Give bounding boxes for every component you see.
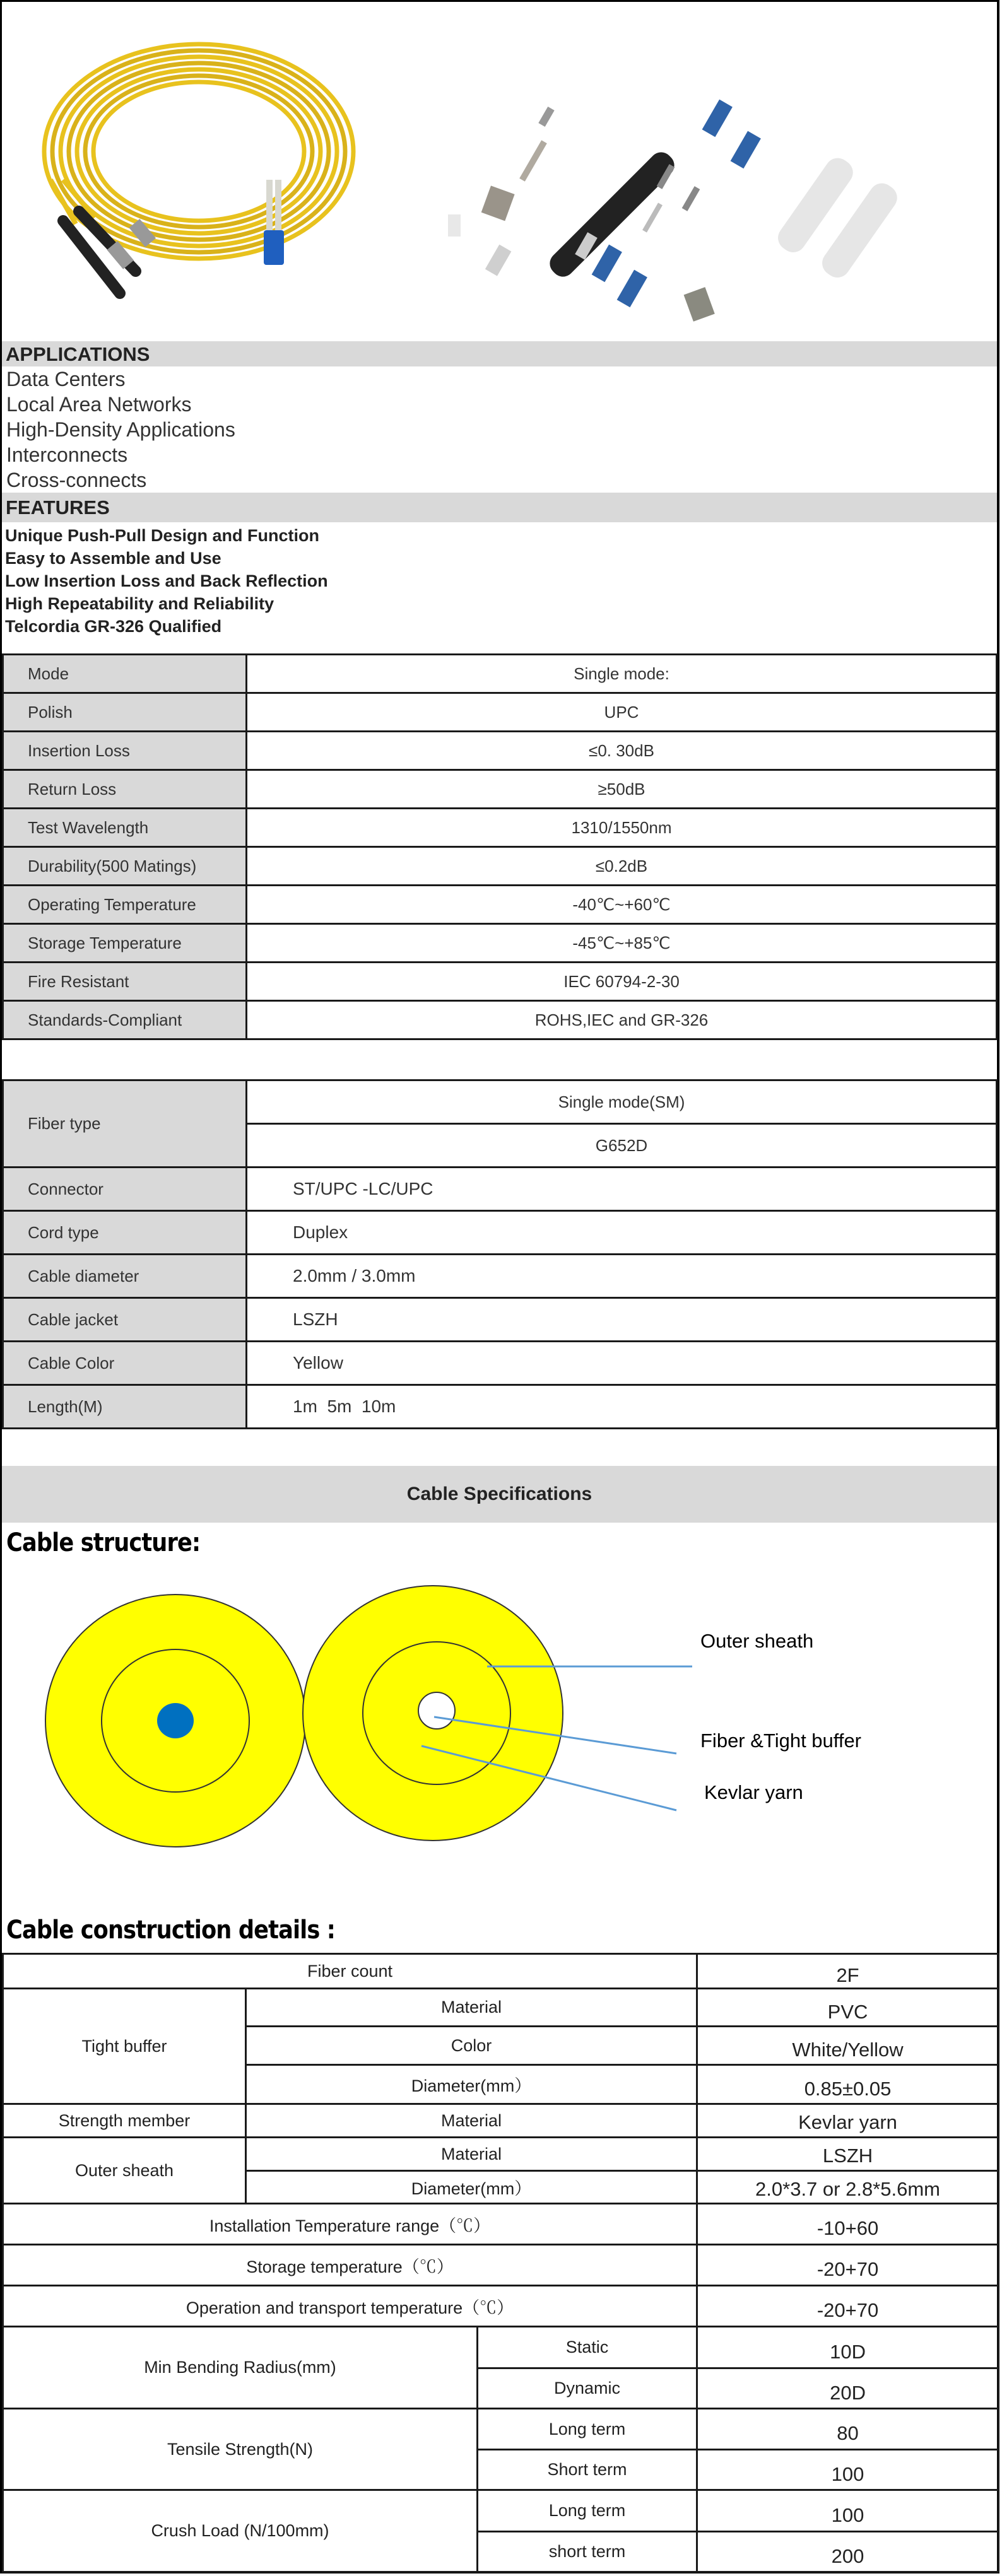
spec-label: Standards-Compliant xyxy=(3,1001,247,1039)
detail-label: Installation Temperature range（℃） xyxy=(3,2204,697,2245)
spec-value: 1310/1550nm xyxy=(247,809,997,847)
performance-spec-table xyxy=(2,653,998,1040)
table-row xyxy=(3,1298,997,1342)
spec-value: IEC 60794-2-30 xyxy=(247,963,997,1001)
detail-label: Fiber count xyxy=(3,1954,697,1989)
fiber-tight-buffer-label: Fiber &Tight buffer xyxy=(700,1730,862,1752)
application-item: Local Area Networks xyxy=(6,393,192,416)
detail-value: 100 xyxy=(697,2450,999,2490)
table-row xyxy=(3,1385,997,1429)
detail-value: 2.0*3.7 or 2.8*5.6mm xyxy=(697,2171,999,2204)
spec-label: Mode xyxy=(3,655,247,693)
detail-sublabel: Material xyxy=(246,2104,697,2138)
spec-label: Cable diameter xyxy=(3,1255,247,1298)
table-row xyxy=(3,2245,999,2286)
detail-label: Strength member xyxy=(3,2104,246,2138)
spec-value: Single mode(SM) xyxy=(247,1080,997,1124)
detail-label: Tensile Strength(N) xyxy=(3,2409,478,2490)
table-row xyxy=(3,770,997,809)
detail-label: Operation and transport temperature（℃） xyxy=(3,2286,697,2327)
detail-sublabel: Long term xyxy=(478,2409,697,2450)
detail-sublabel: Dynamic xyxy=(478,2368,697,2409)
detail-label: Outer sheath xyxy=(3,2138,246,2204)
cord-spec-table xyxy=(2,1079,998,1429)
spec-value: LSZH xyxy=(247,1298,997,1342)
detail-value: White/Yellow xyxy=(697,2027,999,2065)
detail-value: 200 xyxy=(697,2532,999,2572)
application-item: High-Density Applications xyxy=(6,418,235,441)
table-row xyxy=(3,2104,999,2138)
application-item: Data Centers xyxy=(6,368,126,390)
detail-value: 0.85±0.05 xyxy=(697,2065,999,2104)
detail-sublabel: Material xyxy=(246,1989,697,2027)
detail-value: -20+70 xyxy=(697,2286,999,2327)
spec-value: UPC xyxy=(247,693,997,732)
table-row xyxy=(3,2204,999,2245)
kevlar-yarn-label: Kevlar yarn xyxy=(704,1781,803,1803)
cable-specs-title: Cable Specifications xyxy=(406,1484,592,1504)
detail-value: 80 xyxy=(697,2409,999,2450)
detail-sublabel: Diameter(mm） xyxy=(246,2065,697,2104)
table-row xyxy=(3,1211,997,1255)
table-row xyxy=(3,847,997,886)
detail-label: Crush Load (N/100mm) xyxy=(3,2490,478,2572)
spec-value: ≥50dB xyxy=(247,770,997,809)
cable-structure-title: Cable structure: xyxy=(6,1528,201,1557)
table-row xyxy=(3,655,997,693)
table-row xyxy=(3,2490,999,2532)
patch-cord-photo xyxy=(25,28,366,300)
spec-label: Storage Temperature xyxy=(3,924,247,963)
spec-value: G652D xyxy=(247,1124,997,1168)
spec-value: Duplex xyxy=(247,1211,997,1255)
fiber-core xyxy=(157,1703,194,1738)
cable-structure-diagram xyxy=(0,1571,883,1861)
spec-value: 1m 5m 10m xyxy=(247,1385,997,1429)
spec-label: Insertion Loss xyxy=(3,732,247,770)
spec-label: Length(M) xyxy=(3,1385,247,1429)
table-row xyxy=(3,2138,999,2171)
spec-label: Operating Temperature xyxy=(3,886,247,924)
spec-label: Cord type xyxy=(3,1211,247,1255)
feature-item: Telcordia GR-326 Qualified xyxy=(5,617,222,636)
detail-label: Storage temperature（℃） xyxy=(3,2245,697,2286)
table-row xyxy=(3,2327,999,2368)
detail-label: Min Bending Radius(mm) xyxy=(3,2327,478,2409)
detail-sublabel: Color xyxy=(246,2027,697,2065)
spec-value: Yellow xyxy=(247,1342,997,1385)
detail-sublabel: short term xyxy=(478,2532,697,2572)
detail-value: Kevlar yarn xyxy=(697,2104,999,2138)
detail-value: 20D xyxy=(697,2368,999,2409)
applications-title: APPLICATIONS xyxy=(6,343,150,365)
detail-value: -10+60 xyxy=(697,2204,999,2245)
table-row xyxy=(3,1168,997,1211)
application-item: Cross-connects xyxy=(6,469,147,491)
table-row xyxy=(3,1989,999,2027)
tight-buffer-hole xyxy=(418,1692,455,1729)
table-row xyxy=(3,1342,997,1385)
feature-item: Low Insertion Loss and Back Reflection xyxy=(5,571,328,590)
applications-header xyxy=(2,341,997,366)
feature-item: Easy to Assemble and Use xyxy=(5,549,221,568)
detail-sublabel: Diameter(mm） xyxy=(246,2171,697,2204)
detail-label: Tight buffer xyxy=(3,1989,246,2104)
table-row xyxy=(3,2286,999,2327)
spec-label: Test Wavelength xyxy=(3,809,247,847)
spec-value: -40℃~+60℃ xyxy=(247,886,997,924)
spec-label: Fire Resistant xyxy=(3,963,247,1001)
outer-sheath-label: Outer sheath xyxy=(700,1630,814,1652)
detail-sublabel: Short term xyxy=(478,2450,697,2490)
features-title: FEATURES xyxy=(6,496,110,518)
spec-value: -45℃~+85℃ xyxy=(247,924,997,963)
spec-label: Durability(500 Matings) xyxy=(3,847,247,886)
spec-value: 2.0mm / 3.0mm xyxy=(247,1255,997,1298)
spec-label: Polish xyxy=(3,693,247,732)
spec-label: Fiber type xyxy=(3,1080,247,1168)
spec-label: Connector xyxy=(3,1168,247,1211)
detail-sublabel: Material xyxy=(246,2138,697,2171)
detail-sublabel: Long term xyxy=(478,2490,697,2532)
feature-item: Unique Push-Pull Design and Function xyxy=(5,526,319,545)
spec-label: Return Loss xyxy=(3,770,247,809)
table-row xyxy=(3,809,997,847)
table-row xyxy=(3,732,997,770)
connector-parts-photo xyxy=(435,44,991,322)
table-row xyxy=(3,1954,999,1989)
construction-details-table xyxy=(2,1953,999,2573)
construction-details-title: Cable construction details : xyxy=(6,1916,335,1945)
spec-value: Single mode: xyxy=(247,655,997,693)
features-header xyxy=(2,493,997,522)
application-item: Interconnects xyxy=(6,443,128,466)
detail-value: -20+70 xyxy=(697,2245,999,2286)
table-row xyxy=(3,693,997,732)
table-row xyxy=(3,924,997,963)
table-row xyxy=(3,2409,999,2450)
table-row xyxy=(3,1080,997,1124)
spec-value: ROHS,IEC and GR-326 xyxy=(247,1001,997,1039)
table-row xyxy=(3,1001,997,1039)
cable-specs-header xyxy=(2,1466,997,1523)
table-row xyxy=(3,963,997,1001)
detail-value: 100 xyxy=(697,2490,999,2532)
spec-value: ≤0. 30dB xyxy=(247,732,997,770)
table-row xyxy=(3,886,997,924)
feature-item: High Repeatability and Reliability xyxy=(5,594,274,613)
detail-value: LSZH xyxy=(697,2138,999,2171)
spec-label: Cable jacket xyxy=(3,1298,247,1342)
detail-sublabel: Static xyxy=(478,2327,697,2368)
table-row xyxy=(3,1255,997,1298)
spec-value: ST/UPC -LC/UPC xyxy=(247,1168,997,1211)
spec-label: Cable Color xyxy=(3,1342,247,1385)
detail-value: PVC xyxy=(697,1989,999,2027)
spec-value: ≤0.2dB xyxy=(247,847,997,886)
detail-value: 10D xyxy=(697,2327,999,2368)
detail-value: 2F xyxy=(697,1954,999,1989)
